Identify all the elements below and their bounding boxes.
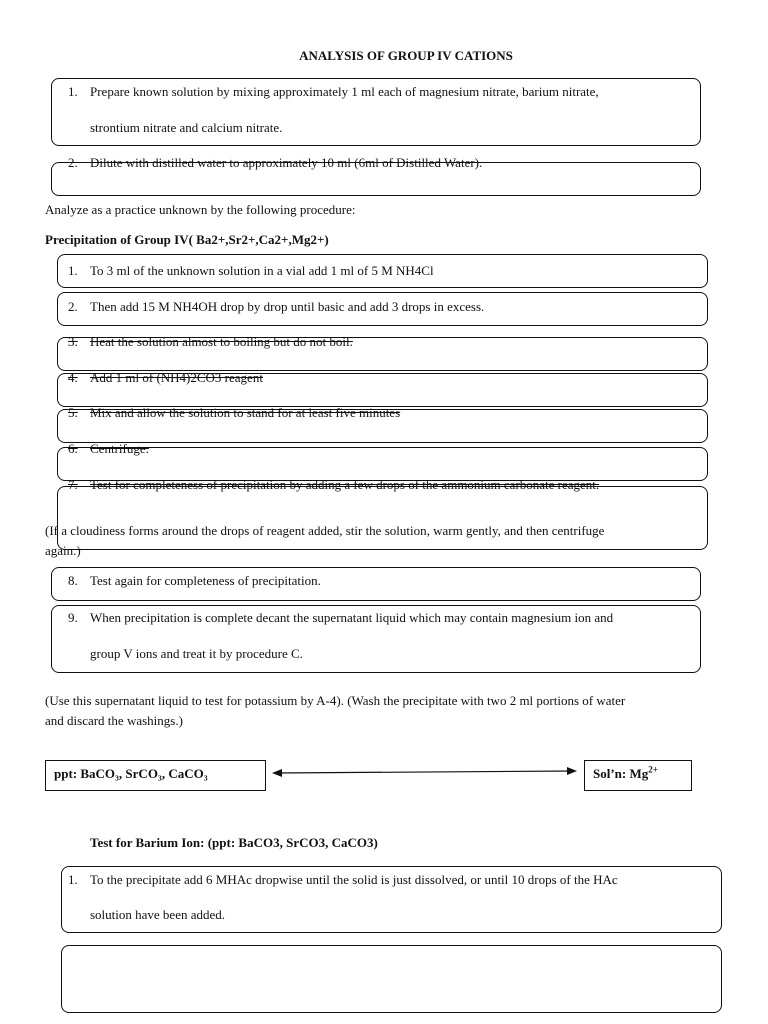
precipitate-box bbox=[45, 760, 266, 791]
note-supernatant-line-2: and discard the washings.) bbox=[45, 713, 183, 728]
barium-step-1-line-1: To the precipitate add 6 MHAc dropwise until the solid is just dissolved, or until 10 drops of the HAc bbox=[90, 872, 618, 887]
precipitation-heading: Precipitation of Group IV( Ba2+,Sr2+,Ca2+,Mg2+) bbox=[45, 232, 329, 247]
intro-text: Analyze as a practice unknown by the following procedure: bbox=[45, 202, 356, 217]
precip-step-7-number: 7. bbox=[68, 477, 78, 492]
step-9-number: 9. bbox=[68, 610, 78, 625]
precip-step-3-number: 3. bbox=[68, 334, 78, 349]
prep-step-1-line-1: Prepare known solution by mixing approximately 1 ml each of magnesium nitrate, barium nitrate, bbox=[90, 84, 599, 99]
step-8-number: 8. bbox=[68, 573, 78, 588]
prep-step-2-number: 2. bbox=[68, 155, 78, 170]
note-supernatant-line-1: (Use this supernatant liquid to test for potassium by A-4). (Wash the precipitate with two 2 ml portions of water bbox=[45, 693, 626, 708]
step-9-line-2: group V ions and treat it by procedure C. bbox=[90, 646, 303, 661]
barium-step-1-number: 1. bbox=[68, 872, 78, 887]
precip-step-4-text: Add 1 ml of (NH4)2CO3 reagent bbox=[90, 370, 263, 385]
precip-step-7-text: Test for completeness of precipitation by adding a few drops of the ammonium carbonate reagent. bbox=[90, 477, 600, 492]
precip-step-2-text: Then add 15 M NH4OH drop by drop until basic and add 3 drops in excess. bbox=[90, 299, 485, 314]
barium-test-heading: Test for Barium Ion: (ppt: BaCO3, SrCO3, CaCO3) bbox=[90, 835, 378, 850]
solution-label: Sol’n: Mg bbox=[593, 766, 649, 781]
barium-step-1-line-2: solution have been added. bbox=[90, 907, 226, 922]
page-title: ANALYSIS OF GROUP IV CATIONS bbox=[299, 48, 513, 63]
prep-step-1-number: 1. bbox=[68, 84, 78, 99]
precip-step-2-number: 2. bbox=[68, 299, 78, 314]
double-arrow-icon bbox=[270, 764, 580, 784]
solution-box bbox=[584, 760, 692, 791]
note-cloudiness-line-2: again.) bbox=[45, 543, 81, 558]
step-9-line-1: When precipitation is complete decant the supernatant liquid which may contain magnesium ion and bbox=[90, 610, 614, 625]
precip-step-5-number: 5. bbox=[68, 405, 78, 420]
precip-step-4-number: 4. bbox=[68, 370, 78, 385]
precip-step-6-number: 6. bbox=[68, 441, 78, 456]
precip-step-6-text: Centrifuge. bbox=[90, 441, 149, 456]
solution-charge: 2+ bbox=[648, 764, 658, 775]
precip-step-6-box bbox=[57, 447, 708, 481]
precip-step-1-number: 1. bbox=[68, 263, 78, 278]
note-cloudiness-line-1: (If a cloudiness forms around the drops of reagent added, stir the solution, warm gently, and then centrifuge bbox=[45, 523, 605, 538]
prep-step-2-text: Dilute with distilled water to approximately 10 ml (6ml of Distilled Water). bbox=[90, 155, 483, 170]
prep-step-1-line-2: strontium nitrate and calcium nitrate. bbox=[90, 120, 283, 135]
precip-step-1-text: To 3 ml of the unknown solution in a vial add 1 ml of 5 M NH4Cl bbox=[90, 263, 434, 278]
precip-step-5-text: Mix and allow the solution to stand for at least five minutes bbox=[90, 405, 401, 420]
step-8-text: Test again for completeness of precipitation. bbox=[90, 573, 321, 588]
empty-step-box bbox=[61, 945, 722, 1013]
precipitate-label: ppt: BaCO₃, SrCO₃, CaCO₃ bbox=[54, 766, 208, 781]
precip-step-3-text: Heat the solution almost to boiling but do not boil. bbox=[90, 334, 353, 349]
precip-step-7-box bbox=[57, 486, 708, 550]
